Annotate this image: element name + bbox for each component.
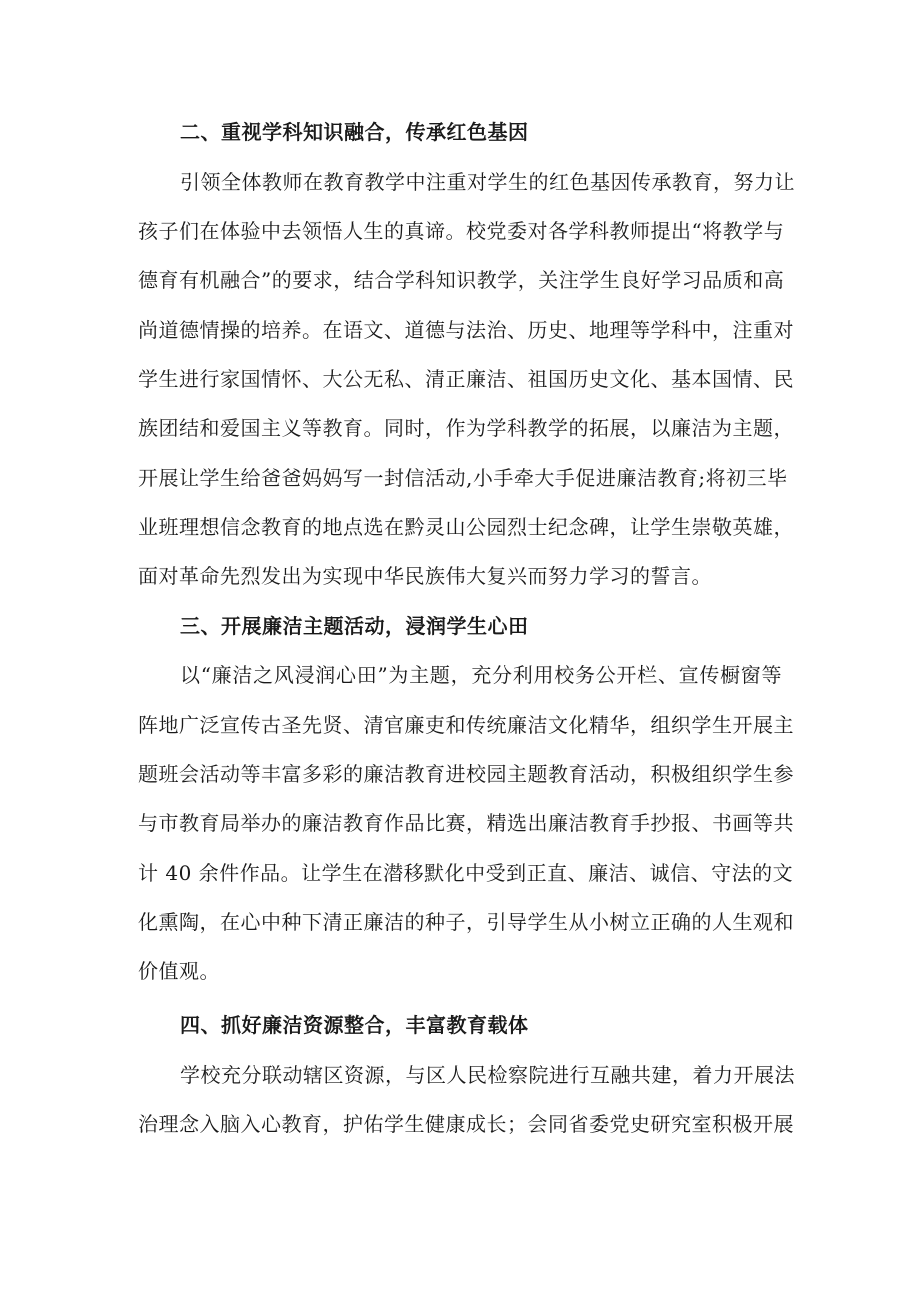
paragraph-line: 与市教育局举办的廉洁教育作品比赛，精选出廉洁教育手抄报、书画等共 xyxy=(138,811,794,835)
paragraph-line: 治理念入脑入心教育，护佑学生健康成长；会同省委党史研究室积极开展 xyxy=(138,1112,794,1136)
paragraph-line: 题班会活动等丰富多彩的廉洁教育进校园主题教育活动，积极组织学生参 xyxy=(138,762,794,786)
paragraph-line: 学生进行家国情怀、大公无私、清正廉洁、祖国历史文化、基本国情、民 xyxy=(138,367,794,391)
section-heading: 二、重视学科知识融合，传承红色基因 xyxy=(180,120,529,144)
paragraph-line: 面对革命先烈发出为实现中华民族伟大复兴而努力学习的誓言。 xyxy=(138,564,712,588)
paragraph-line: 计 40 余件作品。让学生在潜移默化中受到正直、廉洁、诚信、守法的文 xyxy=(138,861,794,885)
paragraph-line: 尚道德情操的培养。在语文、道德与法治、历史、地理等学科中，注重对 xyxy=(138,318,794,342)
paragraph-line: 学校充分联动辖区资源，与区人民检察院进行互融共建，着力开展法 xyxy=(180,1063,795,1087)
paragraph-line: 德育有机融合”的要求，结合学科知识教学，关注学生良好学习品质和高 xyxy=(138,268,785,292)
paragraph-line: 族团结和爱国主义等教育。同时，作为学科教学的拓展，以廉洁为主题， xyxy=(138,416,794,440)
paragraph-line: 化熏陶，在心中种下清正廉洁的种子，引导学生从小树立正确的人生观和 xyxy=(138,910,794,934)
paragraph-line: 引领全体教师在教育教学中注重对学生的红色基因传承教育，努力让 xyxy=(180,170,795,194)
section-heading: 三、开展廉洁主题活动，浸润学生心田 xyxy=(180,614,529,638)
paragraph-line: 开展让学生给爸爸妈妈写一封信活动,小手牵大手促进廉洁教育;将初三毕 xyxy=(138,466,788,490)
paragraph-line: 阵地广泛宣传古圣先贤、清官廉吏和传统廉洁文化精华，组织学生开展主 xyxy=(138,713,794,737)
paragraph-line: 孩子们在体验中去领悟人生的真谛。校党委对各学科教师提出“将教学与 xyxy=(138,219,785,243)
section-heading: 四、抓好廉洁资源整合，丰富教育载体 xyxy=(180,1013,529,1037)
paragraph-line: 价值观。 xyxy=(138,959,220,983)
paragraph-line: 以“廉洁之风浸润心田”为主题，充分利用校务公开栏、宣传橱窗等 xyxy=(180,663,782,687)
paragraph-line: 业班理想信念教育的地点选在黔灵山公园烈士纪念碑，让学生崇敬英雄， xyxy=(138,515,794,539)
